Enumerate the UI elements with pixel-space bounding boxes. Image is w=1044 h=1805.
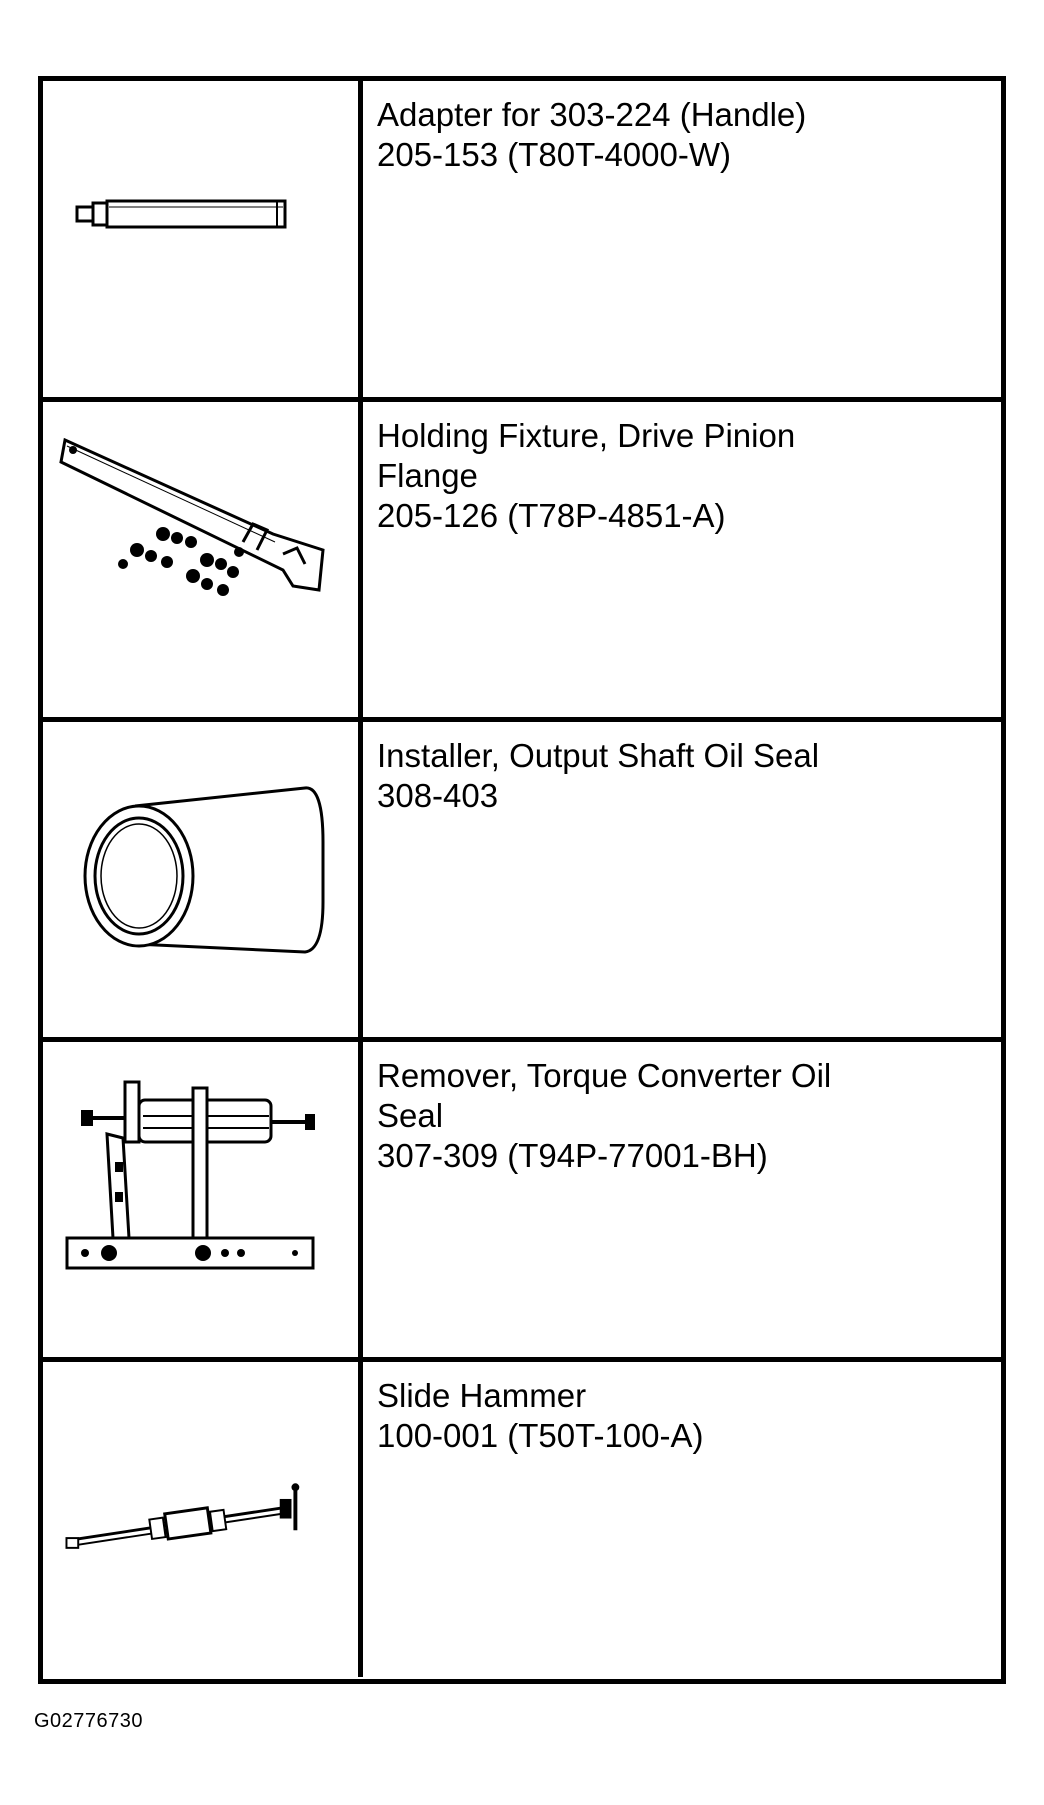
tool-name-line: Slide Hammer bbox=[377, 1377, 587, 1414]
table-row bbox=[43, 717, 1001, 1037]
tool-description bbox=[377, 736, 987, 816]
tool-description bbox=[377, 95, 987, 175]
tool-description bbox=[377, 416, 987, 536]
tool-illustration-cell bbox=[43, 722, 363, 1037]
tool-part-number: 205-153 (T80T-4000-W) bbox=[377, 136, 731, 173]
tool-description bbox=[377, 1376, 987, 1456]
tool-description bbox=[377, 1056, 987, 1176]
special-tools-table bbox=[38, 76, 1006, 1684]
tool-name-line: Installer, Output Shaft Oil Seal bbox=[377, 737, 820, 774]
tool-illustration-cell bbox=[43, 1362, 363, 1677]
holding-fixture-icon bbox=[43, 402, 358, 717]
tool-name-line: Adapter for 303-224 (Handle) bbox=[377, 96, 807, 133]
tool-illustration-cell bbox=[43, 81, 363, 397]
slide-hammer-icon bbox=[43, 1362, 358, 1677]
tool-illustration-cell bbox=[43, 1042, 363, 1357]
table-row bbox=[43, 1037, 1001, 1357]
tool-illustration-cell bbox=[43, 402, 363, 717]
table-row bbox=[43, 1357, 1001, 1677]
tool-name-line: Remover, Torque Converter Oil bbox=[377, 1057, 832, 1094]
table-row bbox=[43, 397, 1001, 717]
tool-name-line: Flange bbox=[377, 457, 478, 494]
seal-remover-icon bbox=[43, 1042, 358, 1357]
tool-part-number: 308-403 bbox=[377, 777, 499, 814]
table-row bbox=[43, 81, 1001, 397]
tool-name-line: Holding Fixture, Drive Pinion bbox=[377, 417, 796, 454]
seal-installer-icon bbox=[43, 722, 358, 1037]
tool-part-number: 205-126 (T78P-4851-A) bbox=[377, 497, 726, 534]
handle-adapter-icon bbox=[43, 81, 358, 397]
tool-part-number: 100-001 (T50T-100-A) bbox=[377, 1417, 704, 1454]
tool-name-line: Seal bbox=[377, 1097, 444, 1134]
figure-id: G02776730 bbox=[34, 1710, 144, 1732]
tool-part-number: 307-309 (T94P-77001-BH) bbox=[377, 1137, 768, 1174]
